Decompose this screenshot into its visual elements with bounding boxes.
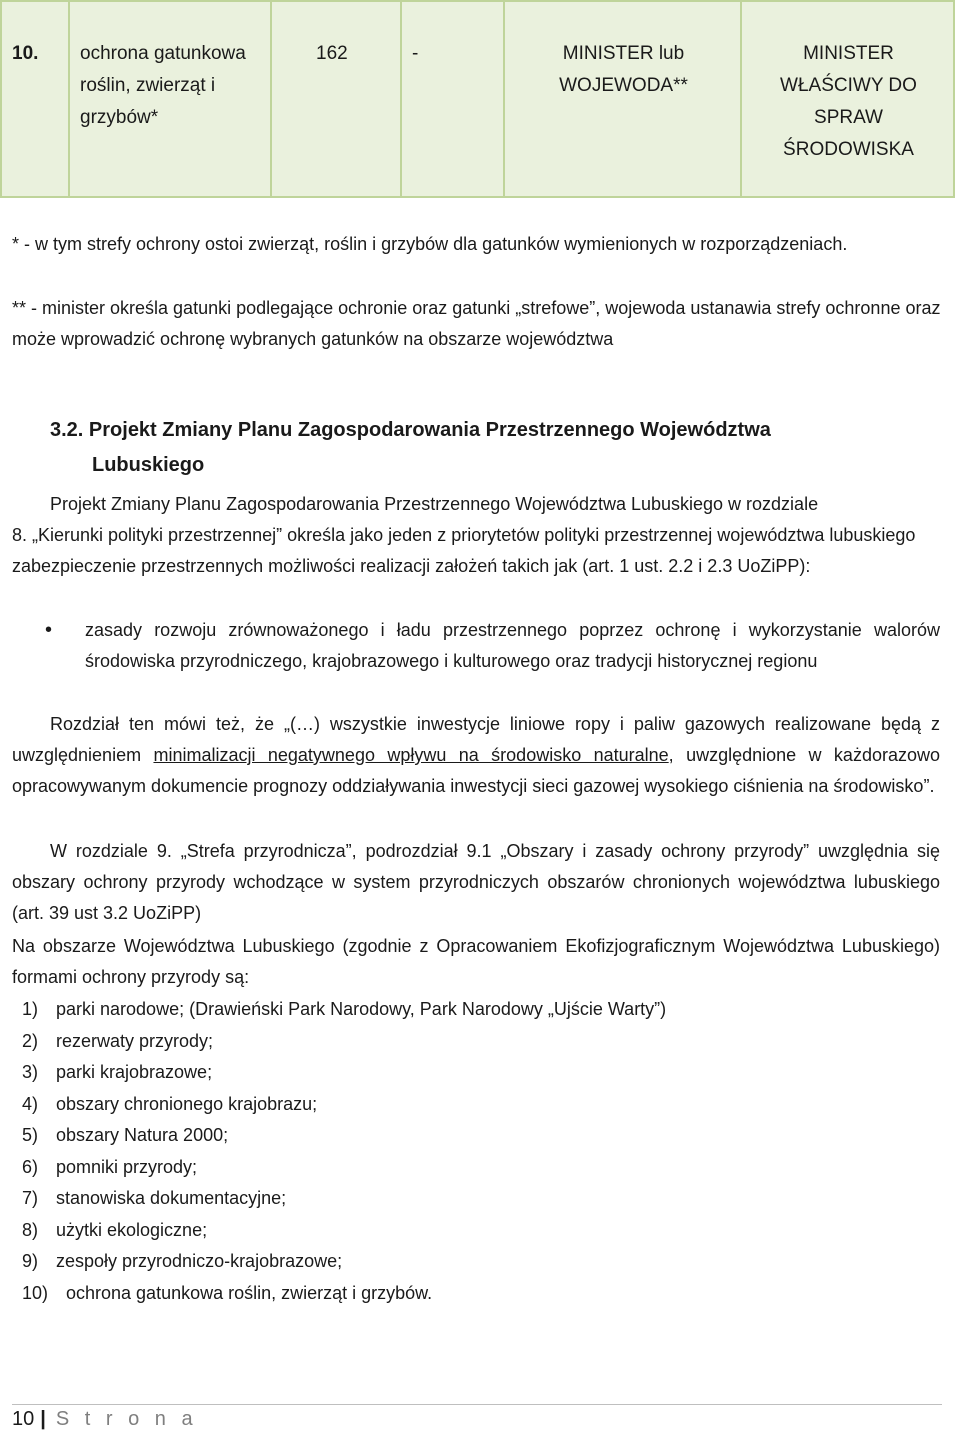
list-item-number: 7) bbox=[22, 1188, 39, 1208]
list-item bbox=[22, 1057, 922, 1089]
list-item-text: obszary Natura 2000; bbox=[56, 1125, 229, 1145]
footnote-2: ** - minister określa gatunki podlegające ochronie oraz gatunki „strefowe”, wojewoda ustanawia strefy ochronne oraz może wprowadzić ochronę wybranych gatunków na obszarze województwa bbox=[12, 298, 941, 349]
list-item bbox=[22, 1183, 922, 1215]
list-item bbox=[22, 1152, 922, 1184]
page-number: 10 bbox=[12, 1408, 35, 1430]
list-item bbox=[22, 1026, 922, 1058]
list-item-number: 4) bbox=[22, 1093, 39, 1114]
protection-forms-table bbox=[0, 0, 955, 198]
row-dash: - bbox=[401, 1, 504, 197]
list-item-number: 5) bbox=[22, 1125, 39, 1145]
list-item-text: pomniki przyrody; bbox=[56, 1156, 198, 1177]
list-item bbox=[22, 994, 922, 1026]
bullet-text: zasady rozwoju zrównoważonego i ładu przestrzennego poprzez ochronę i wykorzystanie walorów środowiska przyrodniczego, krajobrazowego i kulturowego oraz tradycji historycznej regionu bbox=[85, 620, 940, 671]
list-item-number: 10) bbox=[22, 1282, 49, 1303]
list-item-number: 1) bbox=[22, 999, 39, 1019]
row-name: ochrona gatunkowa roślin, zwierząt i grzybów* bbox=[69, 1, 271, 197]
list-item-text: parki narodowe; (Drawieński Park Narodowy, Park Narodowy „Ujście Warty”) bbox=[56, 999, 667, 1019]
paragraph-3: W rozdziale 9. „Strefa przyrodnicza”, podrozdział 9.1 „Obszary i zasady ochrony przyrody” uwzględnia się obszary ochrony przyrody wchodzące w system przyrodniczych obszarów chronionych województwa lubuskiego (art. 39 ust 3.2 UoZiPP) bbox=[12, 841, 940, 923]
list-item bbox=[22, 1089, 922, 1121]
row-authority: MINISTER lub WOJEWODA** bbox=[504, 1, 741, 197]
paragraph-2-underlined: minimalizacji negatywnego wpływu na środowisko naturalne bbox=[153, 745, 669, 765]
list-item-number: 2) bbox=[22, 1030, 39, 1051]
list-item-text: obszary chronionego krajobrazu; bbox=[56, 1093, 318, 1114]
list-item bbox=[22, 1246, 922, 1278]
table-row bbox=[1, 1, 954, 197]
row-count: 162 bbox=[271, 1, 401, 197]
bullet-item bbox=[45, 615, 940, 677]
list-item-text: użytki ekologiczne; bbox=[56, 1219, 208, 1240]
section-heading bbox=[50, 413, 910, 483]
list-item-number: 9) bbox=[22, 1251, 39, 1271]
row-minister: MINISTER WŁAŚCIWY DO SPRAW ŚRODOWISKA bbox=[741, 1, 954, 197]
page-footer bbox=[12, 1404, 198, 1434]
list-item-number: 6) bbox=[22, 1156, 39, 1177]
list-item bbox=[22, 1120, 922, 1152]
list-item-text: zespoły przyrodniczo-krajobrazowe; bbox=[56, 1251, 343, 1271]
row-number: 10. bbox=[1, 1, 69, 197]
list-item-text: rezerwaty przyrody; bbox=[56, 1030, 214, 1051]
page-word: S t r o n a bbox=[55, 1408, 198, 1430]
footer-separator: | bbox=[40, 1408, 46, 1430]
intro-line1: Projekt Zmiany Planu Zagospodarowania Przestrzennego Województwa Lubuskiego w rozdziale bbox=[50, 494, 819, 514]
bullet-symbol: • bbox=[45, 619, 53, 641]
list-item bbox=[22, 1278, 922, 1310]
intro-rest: 8. „Kierunki polityki przestrzennej” określa jako jeden z priorytetów polityki przestrzennej województwa lubuskiego zabezpieczenie przestrzennych możliwości realizacji założeń takich jak (art. 1 ust. 2.2 i 2.3 UoZiPP): bbox=[12, 525, 916, 576]
protection-forms-list bbox=[22, 994, 922, 1309]
list-item-text: parki krajobrazowe; bbox=[56, 1062, 213, 1082]
section-heading-line2: Lubuskiego bbox=[92, 454, 205, 476]
paragraph-2-start: Rozdział ten mówi też, że „(…) wszystkie inwestycje liniowe ropy i paliw gazowych realizowane będą z uwzględnieniem bbox=[12, 714, 940, 765]
paragraph-2 bbox=[12, 709, 940, 802]
paragraph-2-end: , uwzględnione w każdorazowo opracowywanym dokumencie prognozy oddziaływania inwestycji sieci gazowej wysokiego ciśnienia na środowisko”. bbox=[12, 745, 940, 796]
list-item-text: stanowiska dokumentacyjne; bbox=[56, 1188, 287, 1208]
list-item bbox=[22, 1215, 922, 1247]
footnote-1: * - w tym strefy ochrony ostoi zwierząt, roślin i grzybów dla gatunków wymienionych w rozporządzeniach. bbox=[12, 234, 848, 254]
list-item-number: 3) bbox=[22, 1062, 39, 1082]
list-item-text: ochrona gatunkowa roślin, zwierząt i grzybów. bbox=[66, 1282, 433, 1303]
section-heading-line1: 3.2. Projekt Zmiany Planu Zagospodarowania Przestrzennego Województwa bbox=[50, 419, 771, 441]
paragraph-4: Na obszarze Województwa Lubuskiego (zgodnie z Opracowaniem Ekofizjograficznym Województwa Lubuskiego) formami ochrony przyrody są: bbox=[12, 936, 940, 987]
list-item-number: 8) bbox=[22, 1219, 39, 1240]
